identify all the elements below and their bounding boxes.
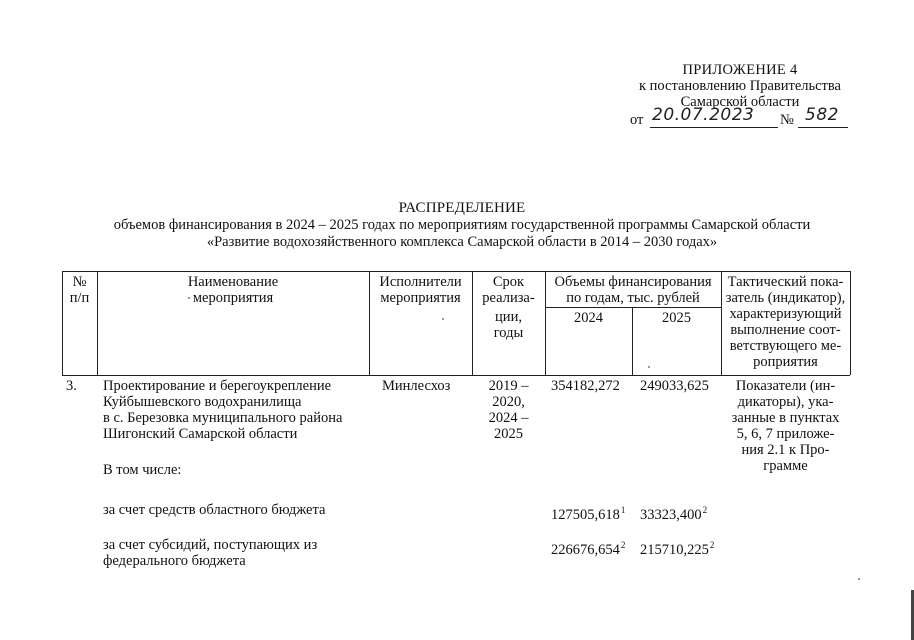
document-subtitle-1: объемов финансирования в 2024 – 2025 годах по мероприятиям государственной программы Самарской области <box>113 217 811 233</box>
including-label: В том числе: <box>103 462 182 478</box>
header-name-line: мероприятия <box>192 290 274 306</box>
row-term-line: 2019 – <box>488 378 529 394</box>
scan-speck <box>858 578 860 580</box>
header-indicator-line: Тактический пока- <box>727 274 844 290</box>
footnote-mark: 2 <box>702 505 708 515</box>
appendix-line-2: Самарской области <box>680 94 800 110</box>
sub-row-regional-label: за счет средств областного бюджета <box>103 502 326 518</box>
scan-speck <box>188 297 190 299</box>
row-indicator-line: занные в пунктах <box>731 410 840 426</box>
header-term-line: годы <box>493 325 524 341</box>
sub-row-regional-2025 <box>640 502 707 523</box>
row-name-line: в с. Березовка муниципального района <box>103 410 343 426</box>
scan-speck <box>442 318 444 320</box>
row-value-2025: 249033,625 <box>640 378 709 394</box>
footnote-mark: 2 <box>709 540 715 550</box>
years-divider <box>545 307 721 308</box>
footnote-mark: 2 <box>620 540 626 550</box>
row-name-line: Куйбышевского водохранилища <box>103 394 302 410</box>
header-executor <box>369 274 472 306</box>
value-text: 127505,618 <box>551 507 620 523</box>
row-indicator-line: ния 2.1 к Про- <box>741 442 830 458</box>
row-name-line: Шигонский Самарской области <box>103 426 298 442</box>
document-subtitle-2: «Развитие водохозяйственного комплекса Самарской области в 2014 – 2030 годах» <box>206 234 718 250</box>
header-executor-line: мероприятия <box>380 290 461 306</box>
sub-row-federal-label-line: за счет субсидий, поступающих из <box>103 537 318 553</box>
header-term-line: ции, <box>495 309 522 325</box>
row-term-line: 2024 – <box>488 410 529 426</box>
scan-speck <box>648 366 650 368</box>
number-prefix: № <box>780 112 794 128</box>
header-executor-line: Исполнители <box>379 274 462 290</box>
row-indicator-line: дикаторы), ука- <box>737 394 834 410</box>
table-top-border <box>62 271 850 272</box>
header-num <box>62 274 97 306</box>
row-indicator-line: Показатели (ин- <box>735 378 836 394</box>
header-funding-line: по годам, тыс. рублей <box>566 290 700 306</box>
row-value-2024: 354182,272 <box>551 378 620 394</box>
header-name-line: Наименование <box>187 274 279 290</box>
handwritten-number: 582 <box>805 105 839 125</box>
row-name <box>103 378 369 442</box>
row-term-line: 2020, <box>492 394 525 410</box>
document-title: РАСПРЕДЕЛЕНИЕ <box>398 200 526 216</box>
sub-row-federal-2024 <box>551 537 625 558</box>
row-indicator-line: 5, 6, 7 приложе- <box>736 426 835 442</box>
row-term-line: 2025 <box>494 426 523 442</box>
row-number: 3. <box>66 378 77 394</box>
appendix-title: ПРИЛОЖЕНИЕ 4 <box>682 62 798 78</box>
header-term-line: реализа- <box>482 290 535 306</box>
header-funding <box>545 274 721 306</box>
header-name <box>97 274 369 306</box>
header-bottom-border <box>62 375 850 376</box>
row-executor: Минлесхоз <box>382 378 451 394</box>
handwritten-date: 20.07.2023 <box>652 105 755 125</box>
header-indicator-line: характеризующий <box>729 306 842 322</box>
row-indicator <box>721 378 850 474</box>
sub-row-federal-label-line: федерального бюджета <box>103 553 246 569</box>
header-indicator-line: ветствующего ме- <box>729 338 842 354</box>
header-year-2024: 2024 <box>574 310 603 326</box>
header-funding-line: Объемы финансирования <box>554 274 712 290</box>
header-indicator-line: выполнение соот- <box>730 322 841 338</box>
header-num-line: № <box>72 274 87 290</box>
value-text: 215710,225 <box>640 542 709 558</box>
appendix-line-1: к постановлению Правительства <box>639 78 841 94</box>
header-term <box>472 274 545 341</box>
sub-row-regional-2024 <box>551 502 625 523</box>
header-year-2025: 2025 <box>662 310 691 326</box>
row-name-line: Проектирование и берегоукрепление <box>103 378 332 394</box>
header-indicator-line: затель (индикатор), <box>725 290 846 306</box>
date-prefix: от <box>630 112 644 128</box>
header-indicator <box>721 274 850 370</box>
value-text: 33323,400 <box>640 507 702 523</box>
col-border <box>850 271 851 375</box>
header-num-line: п/п <box>69 290 90 306</box>
header-term-line: Срок <box>492 274 525 290</box>
footnote-mark: 1 <box>620 505 626 515</box>
row-indicator-line: грамме <box>763 458 808 474</box>
row-term <box>472 378 545 442</box>
header-indicator-line: роприятия <box>753 354 818 370</box>
sub-row-federal-label <box>103 537 369 569</box>
value-text: 226676,654 <box>551 542 620 558</box>
sub-row-federal-2025 <box>640 537 714 558</box>
